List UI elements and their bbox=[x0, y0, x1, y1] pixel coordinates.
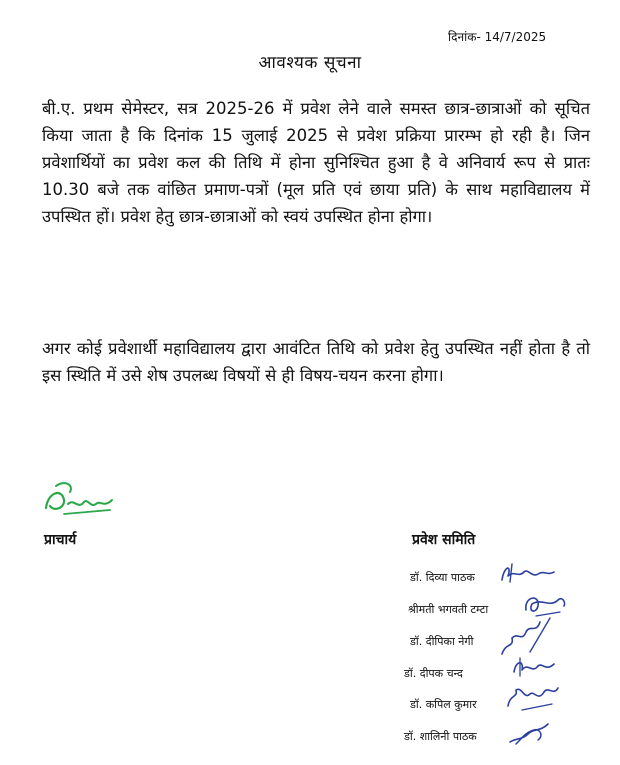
committee-title: प्रवेश समिति bbox=[412, 532, 476, 548]
committee-member-6: डॉ. शालिनी पाठक bbox=[404, 730, 477, 743]
member-4-signature bbox=[510, 654, 558, 680]
notice-title: आवश्यक सूचना bbox=[258, 53, 362, 73]
principal-label: प्राचार्य bbox=[44, 532, 77, 548]
principal-signature bbox=[34, 478, 124, 528]
member-6-signature bbox=[504, 718, 554, 748]
committee-member-3: डॉ. दीपिका नेगी bbox=[410, 635, 474, 648]
committee-member-2: श्रीमती भगवती टम्टा bbox=[408, 603, 489, 616]
notice-paragraph-1: बी.ए. प्रथम सेमेस्टर, सत्र 2025-26 में प्रवेश लेने वाले समस्त छात्र-छात्राओं को सूचित किया जाता है कि दिनांक 15 जुलाई 2025 से प्रवेश प्रक्रिया प्रारम्भ हो रही है। जिन प्रवेशार्थियों का प्रवेश कल की तिथि में होना सुनिश्चित हुआ है वे अनिवार्य रूप से प्रातः 10.30 बजे तक वांछित प्रमाण-पत्रों (मूल प्रति एवं छाया प्रति) के साथ महाविद्यालय में उपस्थित हों। प्रवेश हेतु छात्र-छात्राओं को स्वयं उपस्थित होना होगा। bbox=[42, 99, 590, 226]
member-5-signature bbox=[502, 680, 562, 714]
committee-member-1: डॉ. दिव्या पाठक bbox=[410, 571, 475, 584]
notice-date: दिनांक- 14/7/2025 bbox=[448, 30, 547, 44]
committee-member-4: डॉ. दीपक चन्द bbox=[404, 667, 463, 680]
committee-member-5: डॉ. कपिल कुमार bbox=[410, 698, 477, 711]
member-1-signature bbox=[498, 560, 558, 586]
notice-paragraph-2: अगर कोई प्रवेशार्थी महाविद्यालय द्वारा आवंटित तिथि को प्रवेश हेतु उपस्थित नहीं होता है तो इस स्थिति में उसे शेष उपलब्ध विषयों से ही विषय-चयन करना होगा। bbox=[42, 339, 590, 385]
